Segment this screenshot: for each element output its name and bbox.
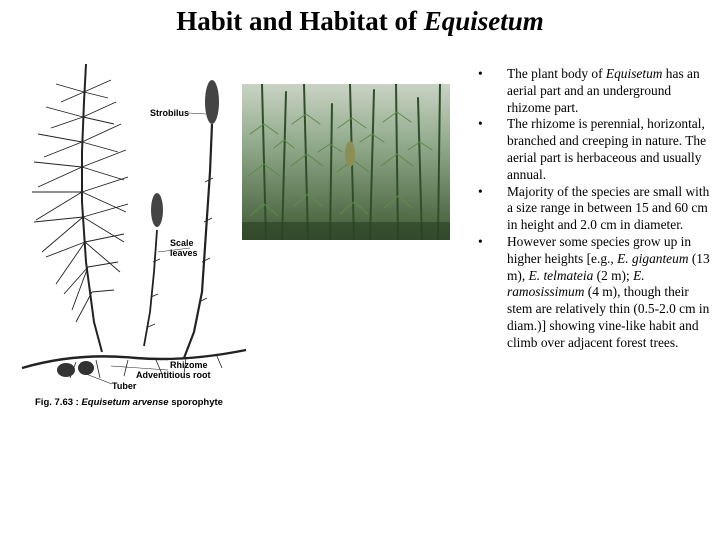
bullet-segment: The rhizome is perennial, horizontal, branched and creeping in nature. The aerial part is herbaceous and usually annual. xyxy=(507,116,707,182)
label-strobilus: Strobilus xyxy=(150,108,190,118)
horsetail-photo xyxy=(242,84,450,240)
title-text: Habit and Habitat of xyxy=(176,6,424,36)
bullet-text xyxy=(507,116,706,181)
caption-suffix: sporophyte xyxy=(168,397,223,408)
bullet-item xyxy=(478,116,710,183)
bullet-segment: (2 m); xyxy=(593,267,634,283)
caption-species: Equisetum arvense xyxy=(81,397,169,408)
bullet-segment: The plant body of xyxy=(507,66,606,81)
label-scale-leaves: Scale leaves xyxy=(170,238,198,258)
figure-caption xyxy=(35,397,223,408)
bullet-segment: (4 m), though their stem are relatively thin (0.5-2.0 cm in diam.)] showing vine-like habit and climb over adjacent forest trees. xyxy=(507,284,710,350)
bullet-segment: Equisetum xyxy=(605,66,663,81)
bullet-text xyxy=(507,66,700,115)
bullet-marker: • xyxy=(478,233,483,249)
bullet-list xyxy=(478,66,710,352)
label-tuber: Tuber xyxy=(112,381,137,391)
bullet-segment: However some species grow up in higher heights [e.g., xyxy=(507,233,692,266)
bullet-marker: • xyxy=(478,66,483,81)
caption-prefix: Fig. 7.63 : xyxy=(35,397,82,408)
bullet-item xyxy=(478,66,710,116)
bullet-marker: • xyxy=(478,116,483,132)
bullet-marker: • xyxy=(478,183,483,199)
bullet-item xyxy=(478,234,710,352)
bullet-segment: Majority of the species are small with a size range in between 15 and 60 cm in height and 2.0 cm in diameter. xyxy=(507,183,710,233)
label-rhizome: Rhizome xyxy=(170,360,208,370)
label-adventitious-root: Adventitious root xyxy=(136,370,211,380)
page-title xyxy=(0,6,720,37)
bullet-segment: E. ramosissimum xyxy=(507,267,645,300)
title-genus: Equisetum xyxy=(423,6,544,36)
equisetum-drawing xyxy=(16,62,256,414)
bullet-segment: E. telmateia xyxy=(528,267,594,283)
bullet-text xyxy=(507,234,710,350)
bullet-item xyxy=(478,184,710,234)
bullet-segment: E. giganteum xyxy=(617,250,689,266)
bullet-segment: (13 m), xyxy=(507,250,710,283)
bullet-segment: has an aerial part and an underground rhizome part. xyxy=(507,66,700,115)
bullet-text xyxy=(507,184,709,233)
